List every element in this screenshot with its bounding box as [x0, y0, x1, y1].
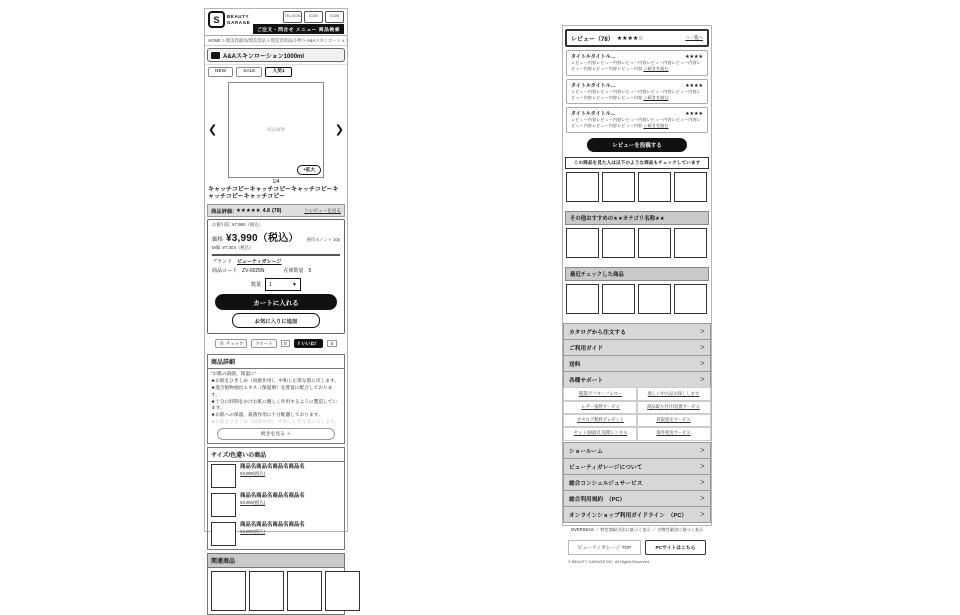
- stock-value: 5: [308, 268, 312, 275]
- review-body: レビュー内容レビュー内容レビュー内容レビュー内容レビュー内容レビュー内容レビュー内容レビュー内容: [571, 60, 701, 72]
- price-note: M価: ¥7,004（税込）: [212, 245, 254, 251]
- price-label: 価格: [212, 237, 224, 244]
- rating-count: (78): [271, 207, 282, 214]
- variation-thumbnail[interactable]: [211, 464, 236, 488]
- review-read-more-link[interactable]: ＞続きを読む: [643, 123, 669, 129]
- variation-thumbnail[interactable]: [211, 493, 236, 517]
- product-thumbnail[interactable]: [674, 172, 707, 202]
- chevron-down-icon: ▼: [292, 281, 297, 288]
- quantity-row: [212, 278, 340, 291]
- menu-item-terms[interactable]: 総合利用規約 （PC） ＞: [563, 490, 711, 507]
- menu-item-about[interactable]: ビューティガレージについて ＞: [563, 458, 711, 475]
- support-link[interactable]: レザー張替サービス: [564, 401, 637, 414]
- product-image-placeholder: 商品画像: [267, 126, 285, 132]
- chevron-right-icon: ＞: [699, 447, 705, 454]
- brand-logo-icon: S: [208, 11, 225, 28]
- read-more-button[interactable]: 続きを見る ＋: [217, 428, 336, 440]
- facebook-like-button[interactable]: f いいね！: [294, 339, 323, 348]
- product-detail-body: “お肌の殺菌、保湿に” ★お肌をひきしめ（収斂作用）、中和し正常な肌に戻します。 ★混合植物抽出エキス（保湿剤）を豊富に配合しております。 ★十分に時間をかけお肌に優しく作用するように製造しています。 ★お肌への保湿、殺菌作用に十分配慮しております。 ★お肌をひきしめ（収斂作用）、中和し正常な肌に戻します。: [211, 371, 340, 424]
- product-thumbnail[interactable]: [602, 284, 635, 314]
- review-card: [566, 107, 708, 133]
- tweet-count: 0: [281, 340, 290, 347]
- support-link[interactable]: 商品取り付け/設置サービス: [637, 401, 710, 414]
- product-thumbnail[interactable]: [566, 228, 599, 258]
- header-icon-2[interactable]: ICON: [304, 11, 323, 23]
- hatena-check-button[interactable]: Ⓑ チェック: [215, 339, 247, 348]
- chevron-right-icon: ＞: [699, 463, 705, 470]
- mobile-page-left: [204, 8, 350, 565]
- product-thumbnail[interactable]: [566, 284, 599, 314]
- review-title: タイトルタイトル…: [571, 111, 616, 118]
- quantity-value: 1: [269, 281, 272, 288]
- review-stars: ★★★★: [685, 111, 703, 118]
- review-body: レビュー内容レビュー内容レビュー内容レビュー内容レビュー内容レビュー内容レビュー内容レビュー内容: [571, 117, 701, 129]
- variations-heading: サイズ/色違いの商品: [208, 448, 344, 462]
- product-thumbnail[interactable]: [211, 571, 246, 611]
- reviews-heading: レビュー（78）: [571, 36, 614, 43]
- review-stars: ★★★★: [685, 82, 703, 89]
- site-top-link[interactable]: ビューティガレージ TOP: [568, 540, 641, 555]
- variation-item[interactable]: [208, 520, 344, 549]
- support-link[interactable]: カタログ無料プレゼント: [564, 414, 637, 427]
- brand-logo[interactable]: [208, 11, 250, 28]
- carousel-pagination: 1/4: [272, 178, 280, 185]
- product-thumbnail[interactable]: [602, 172, 635, 202]
- product-thumbnail[interactable]: [566, 172, 599, 202]
- code-value: ZV-0025N: [242, 268, 265, 275]
- support-link[interactable]: 海外発送サービス: [637, 427, 710, 440]
- add-to-favorites-button[interactable]: お気に入りに追加: [232, 313, 320, 328]
- menu-item-catalog-order[interactable]: カタログから注文する ＞: [563, 323, 711, 340]
- review-card: [566, 50, 708, 76]
- catch-copy: キャッチコピーキャッチコピーキャッチコピーキャッチコピーキャッチコピー: [208, 186, 339, 201]
- variation-price: ¥3,800(税込): [240, 529, 266, 535]
- header-icons: [283, 11, 344, 23]
- breadcrumb[interactable]: HOME > 理美容器具/理美容品 > 理美容用品/小物 > A&Aスキンローション: [205, 35, 347, 46]
- support-links-grid: [563, 387, 711, 441]
- product-thumbnail[interactable]: [602, 228, 635, 258]
- rating-bar: [207, 204, 345, 217]
- chevron-right-icon: ＞: [699, 479, 705, 486]
- chevron-right-icon: ＞: [699, 344, 705, 351]
- quantity-label: 数量: [250, 282, 261, 289]
- price-original: お値引前: ¥7,980（税込）: [212, 222, 263, 228]
- related-products-section: [207, 553, 345, 615]
- recommended-category-row: [563, 225, 711, 262]
- review-read-more-link[interactable]: ＞続きを読む: [643, 66, 669, 72]
- review-body: レビュー内容レビュー内容レビュー内容レビュー内容レビュー内容レビュー内容レビュー内容レビュー内容: [571, 88, 701, 100]
- brand-row: [212, 258, 340, 265]
- badge-popular: 人気1: [265, 67, 291, 77]
- tel-icon[interactable]: TEL ICON: [283, 11, 302, 23]
- carousel-prev-icon[interactable]: ❮: [208, 123, 218, 136]
- menu-item-user-guide[interactable]: ご利用ガイド ＞: [563, 339, 711, 356]
- header-icon-3[interactable]: ICON: [325, 11, 344, 23]
- submit-review-button[interactable]: レビューを投稿する: [587, 138, 688, 152]
- rating-label: 商品評価:: [211, 208, 234, 215]
- brand-label: ブランド: [212, 259, 233, 266]
- review-title: タイトルタイトル…: [571, 54, 616, 60]
- badge-row: [205, 64, 347, 79]
- product-detail-heading: 商品詳細: [208, 355, 344, 369]
- points-earned: 獲得ポイント 10p: [306, 237, 340, 243]
- product-thumbnail[interactable]: [638, 172, 671, 202]
- product-title-bar: [207, 48, 345, 62]
- variation-price: ¥3,800(税込): [240, 500, 266, 506]
- related-products-row: [208, 568, 344, 614]
- price-divider: [212, 254, 340, 256]
- review-card: [566, 79, 708, 105]
- mobile-page-right: [562, 25, 712, 564]
- price-value: ¥3,990（税込）: [226, 233, 299, 245]
- review-read-more-link[interactable]: ＞続きを読む: [643, 94, 669, 100]
- menu-item-concierge[interactable]: 総合コンシェルジュサービス ＞: [563, 474, 711, 491]
- pc-site-button[interactable]: PCサイトはこちら: [645, 540, 706, 555]
- review-stars: ★★★★: [685, 54, 703, 60]
- brand-name: BEAUTY GARAGE: [227, 14, 251, 25]
- price-row: [212, 229, 340, 244]
- also-checked-row: [563, 169, 711, 206]
- product-thumbnail[interactable]: [638, 284, 671, 314]
- product-title: A&Aスキンローション1000ml: [223, 53, 305, 60]
- footer-actions: [568, 540, 706, 555]
- menu-item-support[interactable]: 各種サポート ＞: [563, 371, 711, 388]
- image-carousel: [205, 79, 347, 179]
- variation-name[interactable]: 商品名商品名商品名商品名: [240, 522, 305, 529]
- see-reviews-link[interactable]: ＞レビューを見る: [304, 207, 341, 213]
- related-products-heading: 関連商品: [208, 554, 344, 568]
- variation-price: ¥3,800(税込): [240, 471, 266, 477]
- chevron-right-icon: ＞: [699, 511, 705, 518]
- support-link[interactable]: 買取査定サービス: [637, 414, 710, 427]
- social-row: [205, 336, 347, 351]
- reviews-stars: ★★★★☆: [616, 35, 644, 42]
- product-detail-section: [207, 354, 345, 444]
- copyright: © BEAUTY GARAGE INC. All Rights Reserved.: [568, 558, 651, 564]
- add-to-cart-button[interactable]: カートに入れる: [215, 294, 337, 310]
- variation-item[interactable]: [208, 491, 344, 520]
- menu-item-showroom[interactable]: ショールーム ＞: [563, 442, 711, 459]
- variation-thumbnail[interactable]: [211, 522, 236, 546]
- header-nav-bar[interactable]: ご注文・問合せ メニュー 商品検索: [253, 24, 344, 34]
- menu-item-shipping[interactable]: 送料 ＞: [563, 355, 711, 372]
- support-link[interactable]: 欲しい中古品お探しします: [637, 388, 710, 401]
- stock-label: 在庫数量: [283, 268, 304, 275]
- menu-item-shop-guidelines[interactable]: オンラインショップ利用ガイドライン （PC） ＞: [563, 506, 711, 523]
- legal-links[interactable]: OVERSEAS ／ 特定商取引法に基づく表示 ／ 古物営業法に基づく表示: [570, 526, 704, 532]
- chevron-right-icon: ＞: [699, 495, 705, 502]
- product-thumbnail[interactable]: [674, 284, 707, 314]
- carousel-next-icon[interactable]: ❯: [334, 123, 344, 136]
- chevron-right-icon: ＞: [699, 376, 705, 383]
- support-link[interactable]: 開業/アフターフォロー: [564, 388, 637, 401]
- variation-item[interactable]: [208, 462, 344, 491]
- variation-name[interactable]: 商品名商品名商品名商品名: [240, 464, 305, 471]
- product-thumbnail[interactable]: [249, 571, 284, 611]
- header-right: [253, 11, 344, 34]
- quantity-select[interactable]: [265, 278, 301, 291]
- reviews-list-link[interactable]: ＞一覧へ: [685, 35, 703, 40]
- product-thumbnail[interactable]: [287, 571, 322, 611]
- chevron-right-icon: ＞: [699, 360, 705, 367]
- accordion-menu-top: [563, 323, 711, 388]
- product-thumbnail[interactable]: [638, 228, 671, 258]
- product-thumbnail[interactable]: [325, 571, 360, 611]
- variations-section: [207, 447, 345, 550]
- category-icon: [211, 52, 220, 59]
- tweet-button[interactable]: ツイート: [251, 339, 276, 348]
- chevron-right-icon: ＞: [699, 328, 705, 335]
- recommended-category-heading: その他おすすめの★★カテゴリ名称★★: [565, 211, 709, 225]
- zoom-image-button[interactable]: +拡大: [297, 165, 321, 175]
- rating-stars: ★★★★★: [235, 207, 261, 214]
- code-label: 商品コード: [212, 268, 238, 275]
- truncated-text: ★お肌をひきしめ（収斂作用）、中和し正常な肌に戻します。: [211, 418, 340, 424]
- reviews-header: [565, 29, 709, 47]
- recently-checked-row: [563, 281, 711, 318]
- recently-checked-heading: 最近チェックした商品: [565, 267, 709, 281]
- hatena-icon: Ⓑ: [219, 340, 224, 346]
- variation-name[interactable]: 商品名商品名商品名商品名: [240, 493, 305, 500]
- product-image[interactable]: [228, 82, 324, 178]
- facebook-icon: f: [298, 341, 300, 347]
- brand-link[interactable]: ビューティガレージ: [237, 259, 282, 266]
- support-link[interactable]: セット面/器具 短期レンタル: [564, 427, 637, 440]
- like-count: 0: [327, 340, 336, 347]
- accordion-menu-bottom: [563, 442, 711, 523]
- also-checked-heading: この商品を見た人は以下のような商品もチェックしています: [565, 157, 709, 169]
- review-title: タイトルタイトル…: [571, 82, 616, 89]
- price-box: [207, 219, 345, 334]
- product-thumbnail[interactable]: [674, 228, 707, 258]
- site-header: [205, 9, 347, 35]
- badge-new: NEW: [208, 67, 233, 77]
- badge-sale: SALE: [236, 67, 262, 77]
- rating-value: 4.8: [262, 207, 270, 214]
- code-row: [212, 267, 340, 274]
